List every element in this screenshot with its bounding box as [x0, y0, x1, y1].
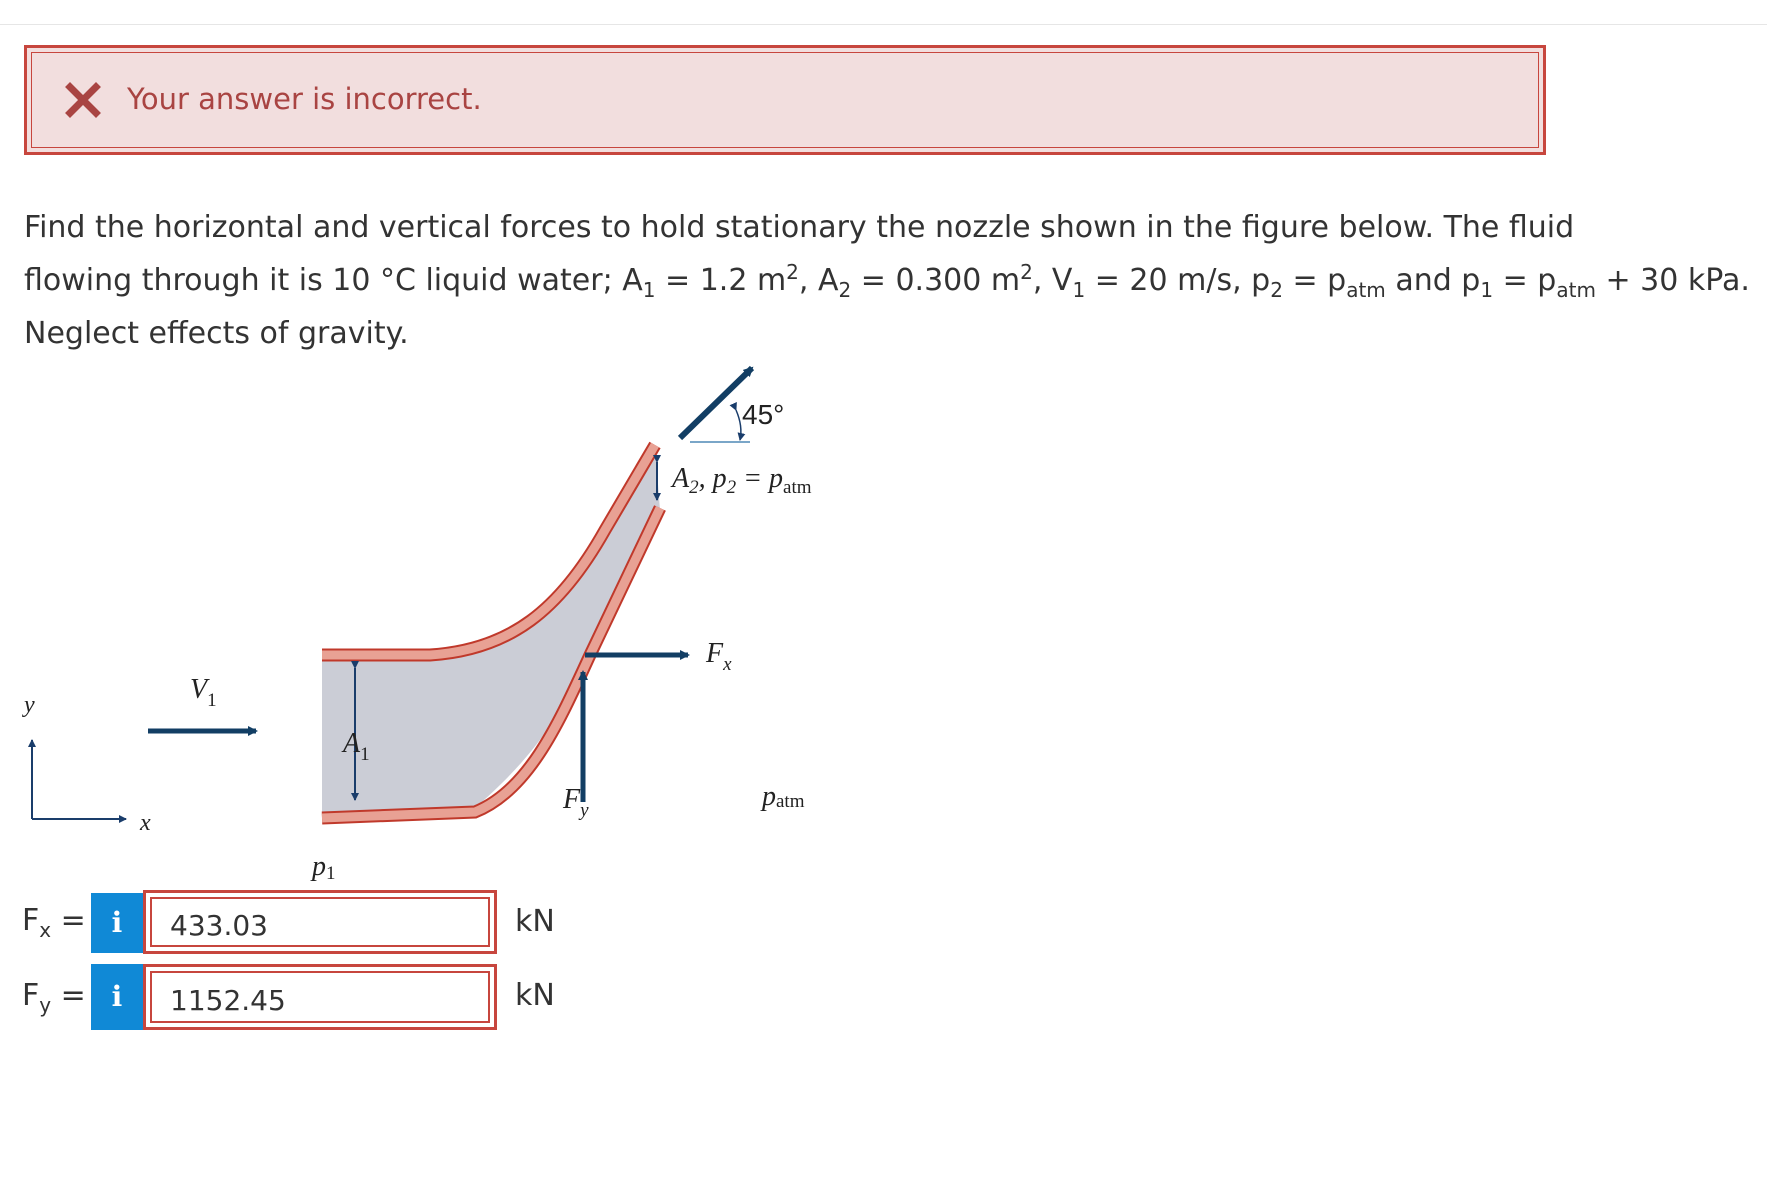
- fy-label: $F_y$: [563, 784, 589, 821]
- fluid-region: [322, 445, 660, 815]
- top-divider: [0, 24, 1767, 25]
- angle-label: 45°: [742, 399, 785, 430]
- fy-info-button[interactable]: [91, 964, 143, 1030]
- info-icon: i: [111, 906, 123, 939]
- p1-label: p1: [312, 851, 336, 884]
- fx-label: $F_x$: [706, 638, 732, 675]
- patm-label: patm: [762, 781, 805, 812]
- fy-answer-value: 1152.45: [170, 984, 286, 1017]
- nozzle-figure: [0, 350, 900, 890]
- question-line-3: Neglect effects of gravity.: [24, 316, 409, 351]
- fx-info-button[interactable]: [91, 893, 143, 953]
- fy-unit: kN: [515, 978, 555, 1013]
- x-icon: [65, 82, 101, 118]
- a1-label: $A_1$: [343, 728, 370, 765]
- fy-answer-input[interactable]: [143, 964, 497, 1030]
- question-line-1: Find the horizontal and vertical forces to hold stationary the nozzle shown in the figure below. The fluid: [24, 210, 1575, 245]
- fx-answer-value: 433.03: [170, 909, 268, 942]
- incorrect-answer-alert: [24, 45, 1546, 155]
- info-icon: i: [111, 980, 123, 1013]
- fy-answer-label: $F_y$ =: [22, 978, 86, 1017]
- fx-answer-input[interactable]: [143, 890, 497, 954]
- fx-unit: kN: [515, 904, 555, 939]
- v1-label: $V_1$: [190, 674, 217, 711]
- fx-answer-label: $F_x$ =: [22, 903, 86, 942]
- question-text: [24, 206, 1750, 356]
- axis-x-label: x: [140, 810, 151, 836]
- outlet-label: $A_2$, $p_2 = p_{atm}$: [672, 463, 812, 498]
- question-line-2: flowing through it is 10 °C liquid water; $A_1 = 1.2$ $m^2$, $A_2 = 0.300$ $m^2$, $V_1 = 20$ m/s, $p_2 = p_{atm}$ and $p_1 = p_{atm} + 30$ kPa.: [24, 260, 1750, 302]
- alert-message: Your answer is incorrect.: [127, 82, 482, 116]
- axis-y-label: y: [24, 692, 35, 718]
